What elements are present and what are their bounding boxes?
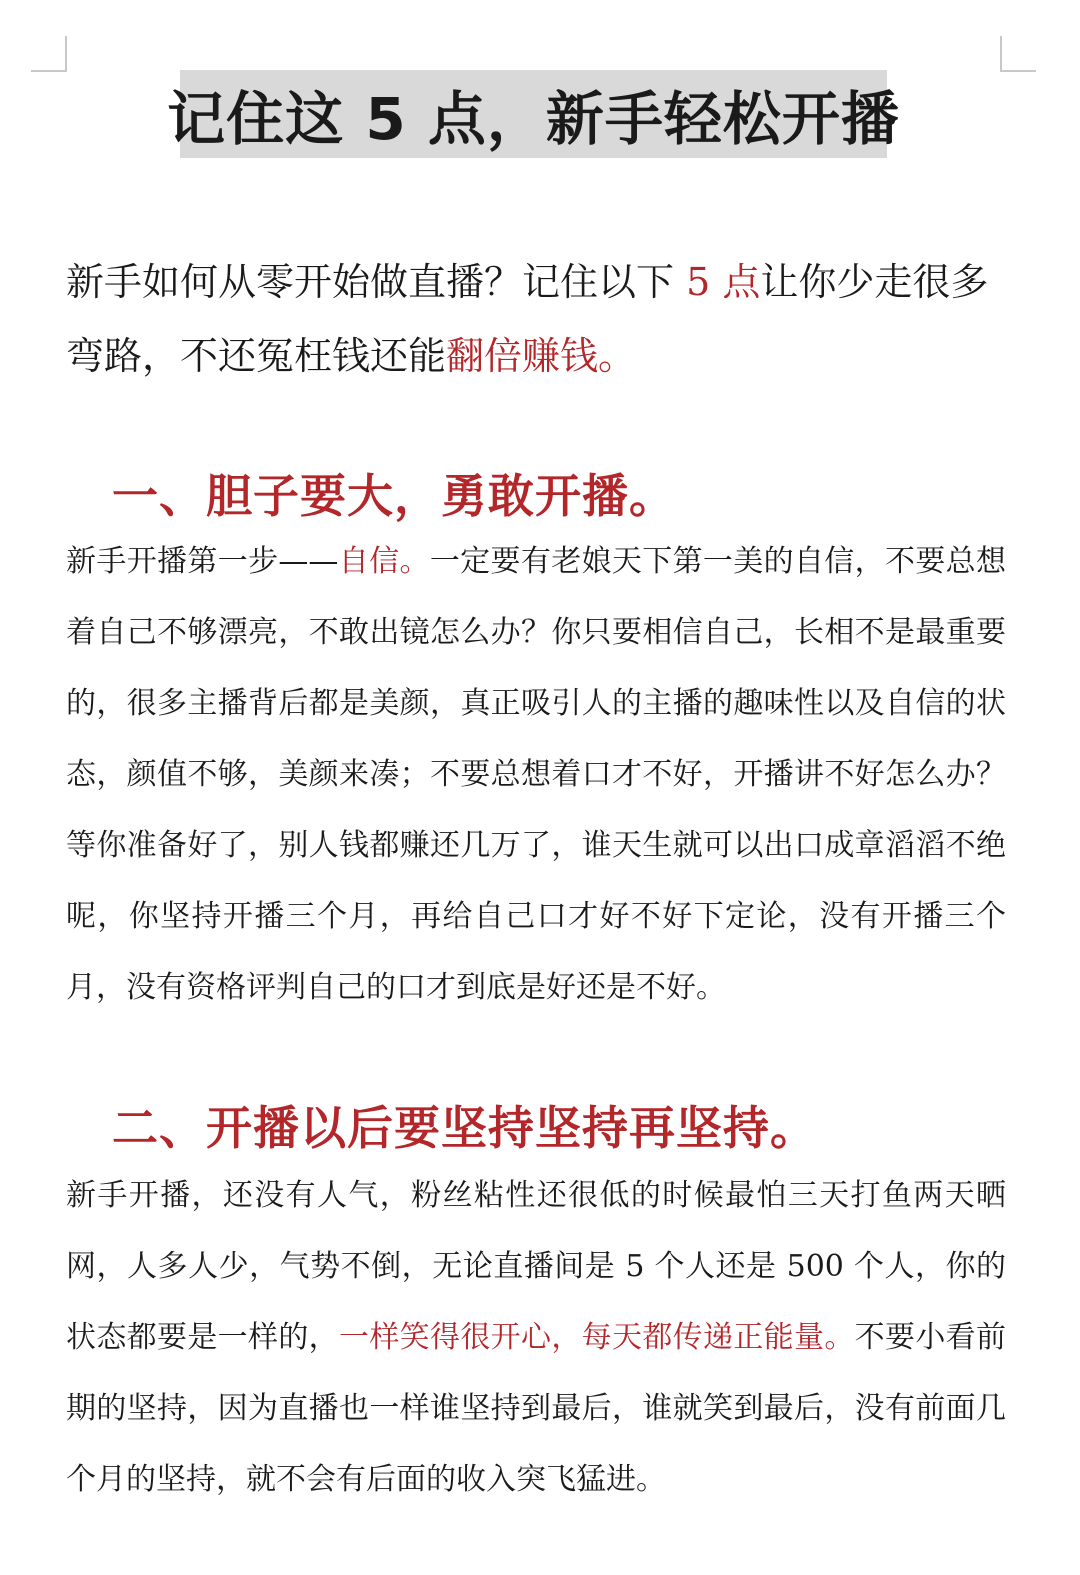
section-2-text-after: 不要小看前期的坚持，因为直播也一样谁坚持到最后，谁就笑到最后，没有前面几个月的坚持，就不会有后面的收入突飞猛进。 [66, 1320, 1007, 1497]
crop-mark-top-right [1000, 36, 1036, 72]
crop-mark-top-left [31, 36, 67, 72]
title-banner [167, 70, 900, 158]
section-1-text-after: 一定要有老娘天下第一美的自信，不要总想着自己不够漂亮，不敢出镜怎么办？你只要相信自己，长相不是最重要的，很多主播背后都是美颜，真正吸引人的主播的趣味性以及自信的状态，颜值不够，美颜来凑；不要总想着口才不好，开播讲不好怎么办？等你准备好了，别人钱都赚还几万了，谁天生就可以出口成章滔滔不绝呢，你坚持开播三个月，再给自己口才好不好下定论，没有开播三个月，没有资格评判自己的口才到底是好还是不好。 [66, 544, 1007, 1005]
intro-text-2: 让你少走很多弯路，不还冤枉钱还能 [66, 260, 989, 378]
page-title: 记住这 5 点，新手轻松开播 [167, 85, 900, 153]
section-2-text-before: 新手开播，还没有人气，粉丝粘性还很低的时候最怕三天打鱼两天晒网，人多人少，气势不倒，无论直播间是 5 个人还是 500 个人，你的状态都要是一样的， [66, 1178, 1006, 1355]
section-2-heading: 二、开播以后要坚持坚持再坚持。 [112, 1101, 817, 1155]
section-2-paragraph [66, 1160, 1006, 1515]
intro-paragraph [66, 245, 1006, 393]
section-1-highlight: 自信。 [338, 544, 430, 579]
intro-text-3: 。 [598, 334, 637, 378]
section-1-paragraph [66, 526, 1006, 1023]
section-1-heading: 一、胆子要大，勇敢开播。 [112, 469, 676, 523]
intro-highlight-1: 5 点 [686, 260, 761, 304]
section-1-text-before: 新手开播第一步—— [66, 544, 339, 579]
section-2-highlight: 一样笑得很开心，每天都传递正能量。 [339, 1320, 855, 1355]
intro-highlight-2: 翻倍赚钱 [446, 334, 599, 378]
intro-text-1: 新手如何从零开始做直播？记住以下 [66, 260, 687, 304]
